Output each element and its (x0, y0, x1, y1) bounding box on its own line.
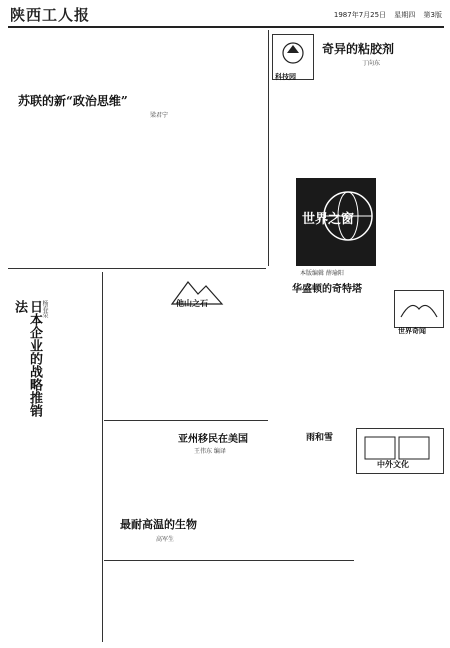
keji-text (272, 84, 312, 170)
issue-page: 第3版 (423, 11, 442, 19)
sinai-col-2 (174, 458, 234, 558)
article-left-top-text-2 (100, 30, 182, 80)
zhongwai-column-box (356, 428, 444, 474)
glue-col-2 (378, 30, 442, 170)
sinai-col-1 (106, 428, 170, 510)
bird-icon (395, 291, 443, 327)
zhongwai-text (356, 476, 442, 636)
japan-col-1 (52, 278, 100, 418)
creature-col-3 (274, 564, 352, 642)
glue-author: 丁向东 (362, 60, 381, 67)
political-headline: 苏联的新“政治思维” (18, 94, 128, 108)
rain-headline: 雨和雪 (306, 433, 334, 443)
shijie-column-box (394, 290, 444, 328)
world-window-title: 世界之窗 (302, 212, 355, 227)
glue-headline: 奇异的粘胶剂 (322, 42, 395, 56)
sinai-headline: 亚州移民在美国 (178, 434, 248, 445)
creature-col-2 (190, 564, 270, 642)
glue-col-1 (318, 68, 374, 168)
tower-col-2 (332, 300, 388, 416)
japan-col-2 (104, 278, 154, 418)
sinai-author: 王伟东 编译 (194, 448, 226, 455)
divider-left-lower (102, 272, 103, 642)
article-left-top-text (10, 30, 96, 80)
political-col-1 (10, 124, 92, 264)
tower-headline: 华盛顿的奇特塔 (292, 284, 362, 295)
political-col-3 (182, 118, 264, 264)
world-window-editor: 本版编辑 薛瑜阳 (300, 270, 344, 277)
japan-headline: 日本企业的战略推销法 (12, 300, 42, 417)
paper-name: 陕西工人报 (10, 6, 91, 24)
taishan-col-2 (218, 300, 266, 418)
world-window-banner (296, 178, 376, 266)
article-left-top-text-3 (186, 30, 264, 108)
tower-col-3 (392, 340, 442, 418)
japan-author: 杨春荣 (41, 300, 48, 318)
taishan-label: 他山之石 (176, 298, 208, 308)
creature-headline: 最耐高温的生物 (120, 518, 197, 531)
keji-label: 科技园 (275, 72, 296, 81)
tower-col-1 (272, 300, 328, 416)
taishan-col-1 (158, 310, 214, 418)
zhongwai-label: 中外文化 (377, 459, 409, 469)
divider-mid (104, 420, 268, 421)
shijie-label: 世界奇闻 (398, 326, 426, 335)
divider-center (268, 30, 269, 266)
political-col-2 (96, 124, 178, 264)
issue-weekday: 星期四 (394, 11, 416, 19)
japan-col-3 (10, 430, 100, 640)
creature-author: 高军生 (156, 536, 175, 543)
divider-left (8, 268, 266, 269)
divider-bottom (104, 560, 354, 561)
rain-col-1 (302, 446, 352, 556)
masthead (8, 4, 444, 28)
world-col (380, 176, 442, 280)
issue-info (328, 10, 442, 20)
issue-date: 1987年7月25日 (333, 11, 387, 19)
political-author: 梁君宁 (150, 112, 169, 119)
sinai-col-3 (238, 428, 298, 558)
